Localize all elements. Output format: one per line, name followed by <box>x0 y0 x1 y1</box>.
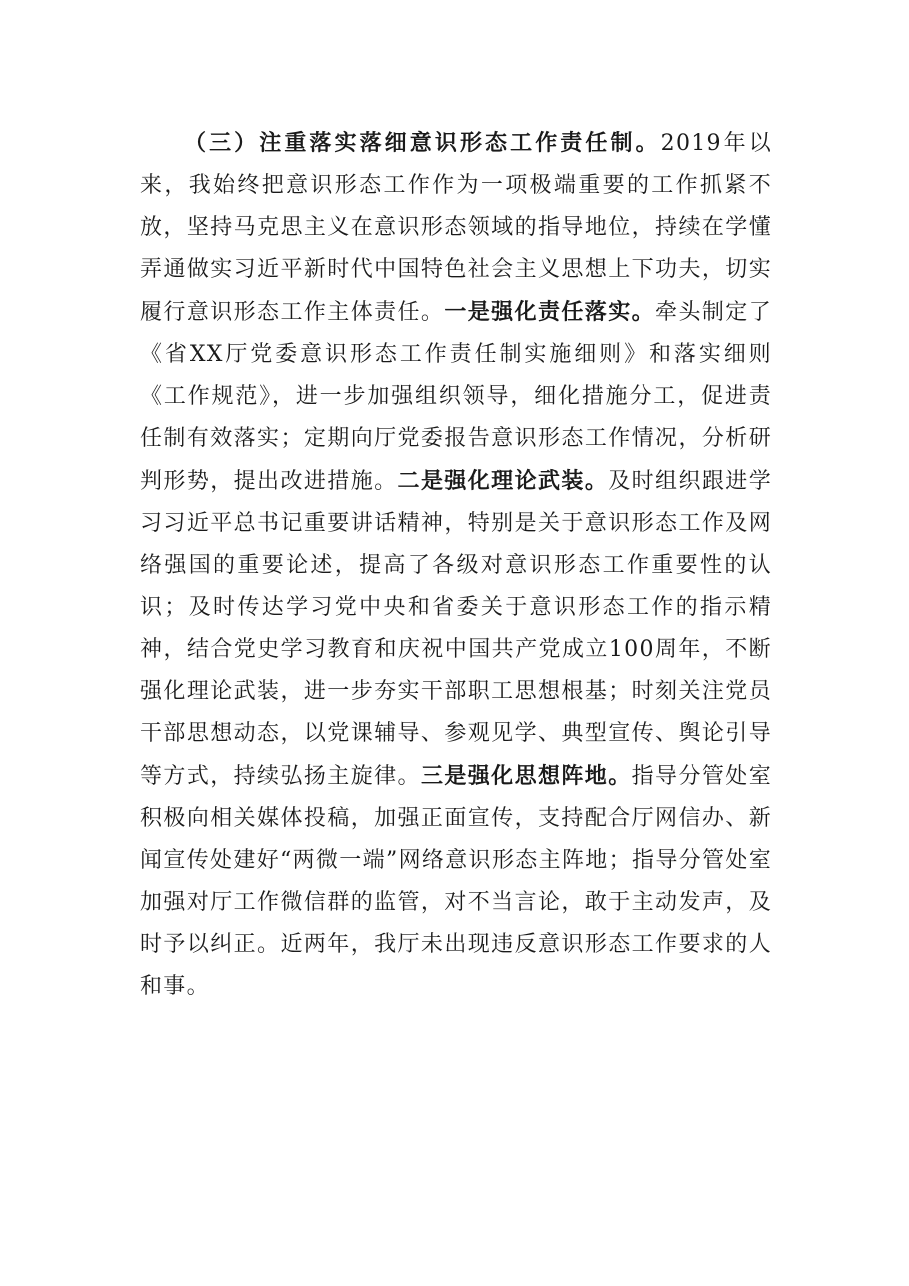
paragraph-text: 指导分管处室积极向相关媒体投稿，加强正面宣传，支持配合厅网信办、新闻宣传处建好“两微一端”网络意识形态主阵地；指导分管处室加强对厅工作微信群的监管，对不当言论，敢于主动发声，及时予以纠正。近两年，我厅未出现违反意识形态工作要求的人和事。 <box>140 764 772 999</box>
body-paragraph <box>140 122 772 1008</box>
paragraph-text: 2019年以来，我始终把意识形态工作作为一项极端重要的工作抓紧不放，坚持马克思主义在意识形态领域的指导地位，持续在学懂弄通做实习近平新时代中国特色社会主义思想上下功夫，切实履行意识形态工作主体责任。 <box>140 131 773 325</box>
paragraph-text: 牵头制定了《省XX厅党委意识形态工作责任制实施细则》和落实细则《工作规范》，进一步加强组织领导，细化措施分工，促进责任制有效落实；定期向厅党委报告意识形态工作情况，分析研判形势，提出改进措施。 <box>140 300 772 494</box>
subheading-theory: 二是强化理论武装。 <box>397 468 609 494</box>
paragraph-text: 及时组织跟进学习习近平总书记重要讲话精神，特别是关于意识形态工作及网络强国的重要论述，提高了各级对意识形态工作重要性的认识；及时传达学习党中央和省委关于意识形态工作的指示精神，结合党史学习教育和庆祝中国共产党成立100周年，不断强化理论武装，进一步夯实干部职工思想根基；时刻关注党员干部思想动态，以党课辅导、参观见学、典型宣传、舆论引导等方式，持续弘扬主旋律。 <box>140 469 772 789</box>
subheading-position: 三是强化思想阵地。 <box>420 763 632 789</box>
section-heading: （三）注重落实落细意识形态工作责任制。 <box>184 130 661 156</box>
subheading-responsibility: 一是强化责任落实。 <box>444 299 656 325</box>
